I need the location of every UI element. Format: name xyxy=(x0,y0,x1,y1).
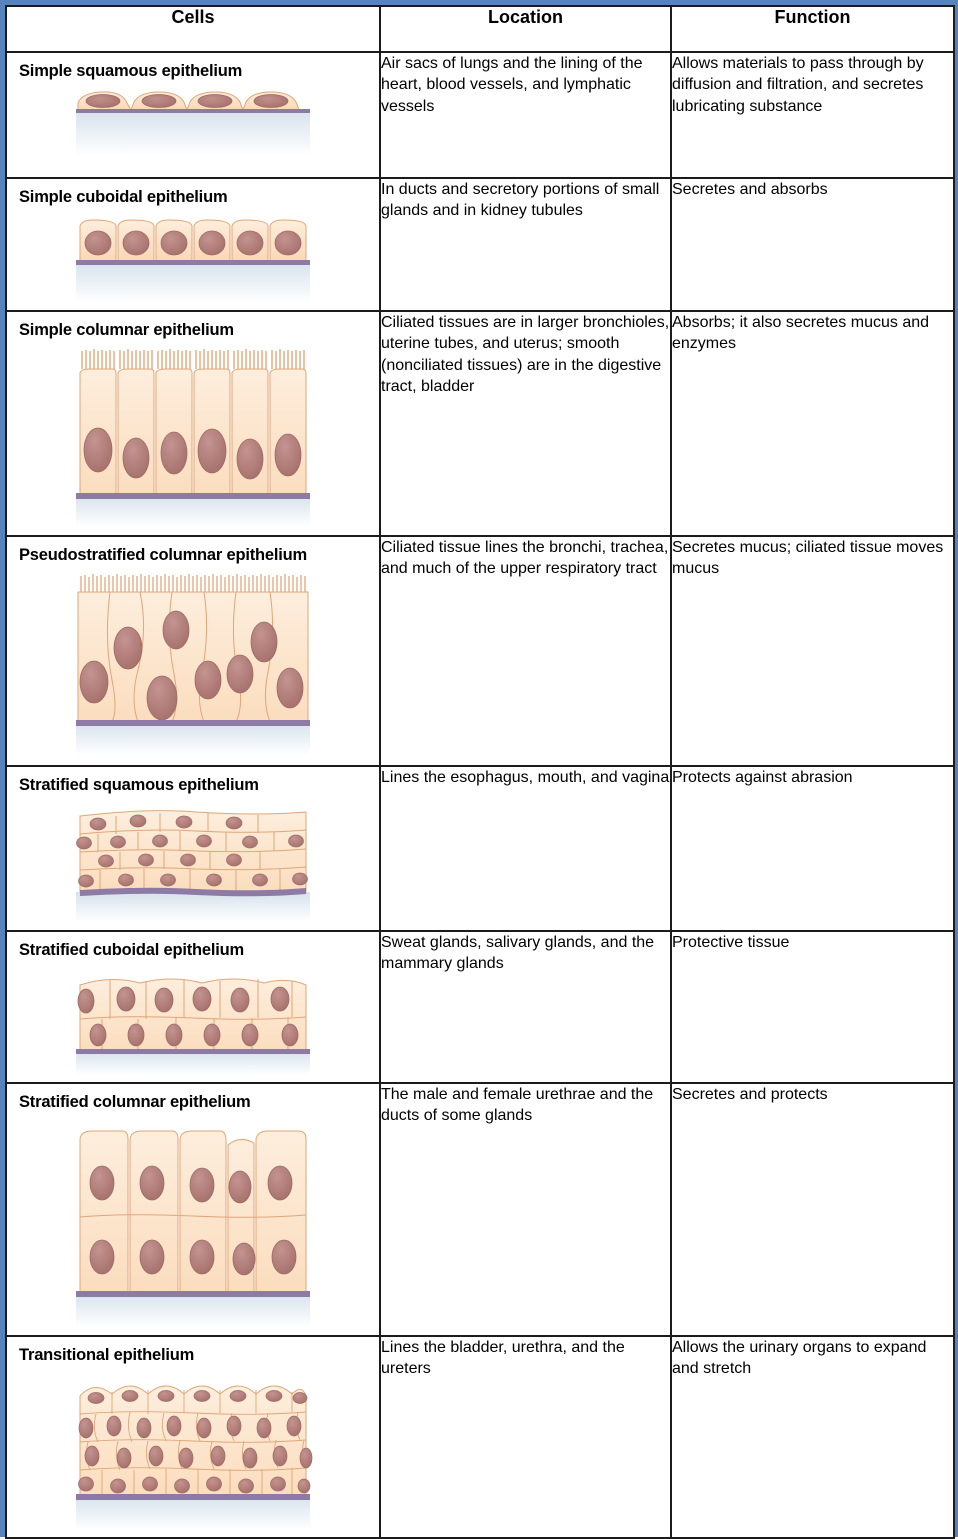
location-cell: The male and female urethrae and the ducts of some glands xyxy=(380,1083,671,1336)
table-row xyxy=(6,52,954,178)
table-header-row xyxy=(6,6,954,52)
tissue-name: Transitional epithelium xyxy=(19,1346,195,1364)
location-cell: Ciliated tissue lines the bronchi, trachea, and much of the upper respiratory tract xyxy=(380,536,671,766)
column-header-location: Location xyxy=(380,6,671,52)
cells-cell xyxy=(6,536,380,766)
function-cell: Secretes mucus; ciliated tissue moves mucus xyxy=(671,536,954,766)
table-row xyxy=(6,311,954,536)
function-cell: Absorbs; it also secretes mucus and enzymes xyxy=(671,311,954,536)
tissue-illustration-transitional xyxy=(7,1368,379,1530)
tissue-illustration-simple-squamous xyxy=(7,84,379,156)
table-row xyxy=(6,931,954,1083)
cells-cell xyxy=(6,931,380,1083)
cells-cell xyxy=(6,52,380,178)
tissue-name: Stratified columnar epithelium xyxy=(19,1093,251,1111)
tissue-name: Simple cuboidal epithelium xyxy=(19,188,228,206)
function-cell: Secretes and absorbs xyxy=(671,178,954,311)
tissue-name: Simple columnar epithelium xyxy=(19,321,234,339)
tissue-name: Pseudostratified columnar epithelium xyxy=(19,546,308,564)
location-cell: Ciliated tissues are in larger bronchioles, uterine tubes, and uterus; smooth (nonciliated tissues) are in the digestive tract, bladder xyxy=(380,311,671,536)
cells-cell xyxy=(6,311,380,536)
function-cell: Allows materials to pass through by diffusion and filtration, and secretes lubricating substance xyxy=(671,52,954,178)
location-cell: Lines the esophagus, mouth, and vagina xyxy=(380,766,671,931)
column-header-function: Function xyxy=(671,6,954,52)
cells-cell xyxy=(6,766,380,931)
function-cell: Secretes and protects xyxy=(671,1083,954,1336)
location-cell: In ducts and secretory portions of small glands and in kidney tubules xyxy=(380,178,671,311)
cells-cell xyxy=(6,1336,380,1538)
function-cell: Allows the urinary organs to expand and stretch xyxy=(671,1336,954,1538)
tissue-name: Stratified cuboidal epithelium xyxy=(19,941,245,959)
location-cell: Air sacs of lungs and the lining of the heart, blood vessels, and lymphatic vessels xyxy=(380,52,671,178)
cells-cell xyxy=(6,178,380,311)
tissue-name: Simple squamous epithelium xyxy=(19,62,243,80)
tissue-illustration-simple-columnar xyxy=(7,343,379,527)
function-cell: Protects against abrasion xyxy=(671,766,954,931)
tissue-illustration-stratified-columnar xyxy=(7,1115,379,1327)
tissue-illustration-pseudostratified-columnar xyxy=(7,568,379,755)
column-header-cells: Cells xyxy=(6,6,380,52)
tissue-illustration-simple-cuboidal xyxy=(7,210,379,302)
table-row xyxy=(6,178,954,311)
location-cell: Lines the bladder, urethra, and the ureters xyxy=(380,1336,671,1538)
cells-cell xyxy=(6,1083,380,1336)
location-cell: Sweat glands, salivary glands, and the mammary glands xyxy=(380,931,671,1083)
table-row xyxy=(6,1336,954,1538)
tissue-illustration-stratified-squamous xyxy=(7,798,379,922)
tissue-illustration-stratified-cuboidal xyxy=(7,963,379,1075)
table-row xyxy=(6,536,954,766)
table-row xyxy=(6,766,954,931)
function-cell: Protective tissue xyxy=(671,931,954,1083)
epithelial-tissue-table xyxy=(5,5,955,1539)
tissue-name: Stratified squamous epithelium xyxy=(19,776,259,794)
table-row xyxy=(6,1083,954,1336)
